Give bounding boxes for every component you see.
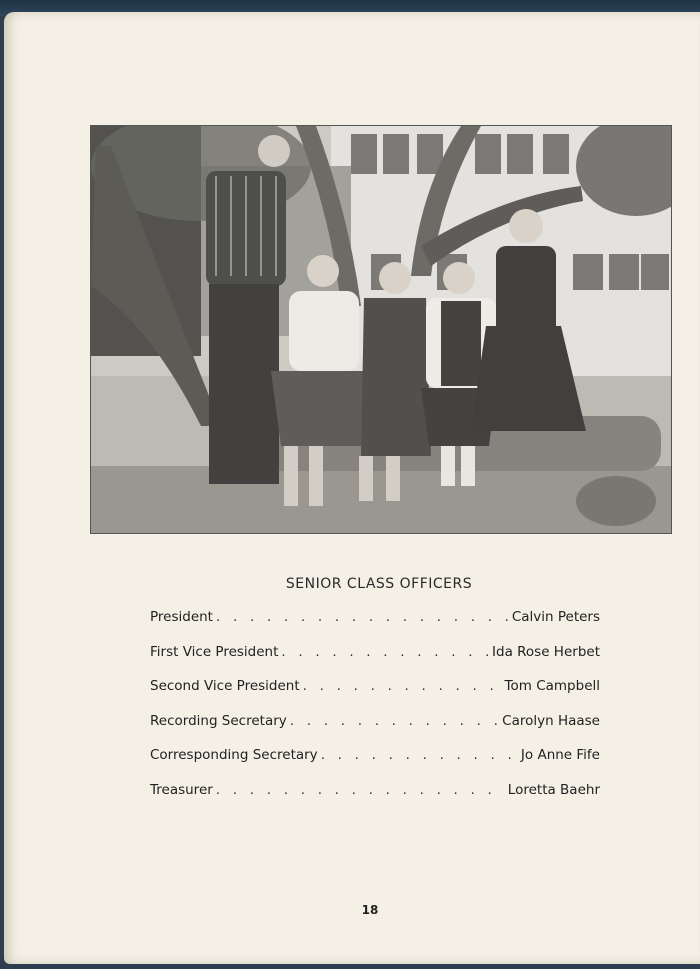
officer-name: Tom Campbell (504, 678, 600, 695)
officer-name: Jo Anne Fife (520, 747, 600, 764)
officer-name: Loretta Baehr (507, 781, 600, 798)
officer-title: President (150, 609, 213, 625)
officer-title: Corresponding Secretary (150, 747, 318, 764)
officer-row-recording-secretary (150, 713, 600, 748)
page-number: 18 (361, 903, 379, 917)
officer-row-second-vice-president (150, 678, 600, 713)
yearbook-page (4, 12, 700, 964)
officer-title: Recording Secretary (150, 712, 287, 729)
officer-title: Treasurer (150, 781, 213, 798)
group-photo (90, 125, 672, 534)
dot-leader (216, 609, 509, 625)
officer-row-first-vice-president (150, 644, 600, 679)
officer-row-corresponding-secretary (150, 747, 600, 782)
officer-name: Carolyn Haase (502, 712, 600, 729)
dot-leader (216, 782, 505, 798)
officer-row-president (150, 609, 600, 644)
officer-name: Ida Rose Herbet (492, 643, 600, 660)
group-photo-image (91, 126, 671, 533)
dot-leader (290, 713, 499, 729)
officers-list (150, 609, 600, 817)
officer-title: Second Vice President (150, 678, 300, 695)
officer-title: First Vice President (150, 643, 279, 660)
section-heading: SENIOR CLASS OFFICERS (285, 576, 473, 592)
officer-row-treasurer (150, 782, 600, 817)
dot-leader (321, 747, 518, 763)
officer-name: Calvin Peters (511, 609, 600, 625)
dot-leader (281, 644, 489, 660)
dot-leader (303, 678, 502, 694)
